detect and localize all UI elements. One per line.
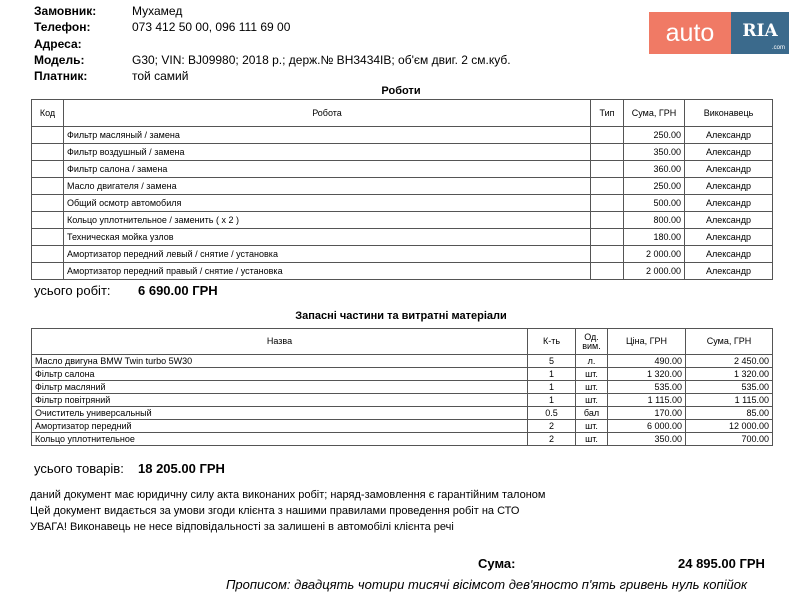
parts-cell-name: Фільтр повітряний [32, 394, 528, 407]
parts-cell-unit: шт. [576, 368, 608, 381]
works-cell-sum: 2 000.00 [624, 246, 685, 263]
col-price: Ціна, ГРН [608, 329, 686, 355]
parts-cell-price: 1 320.00 [608, 368, 686, 381]
works-cell-executor: Александр [685, 246, 773, 263]
phone-value: 073 412 50 00, 096 111 69 00 [132, 20, 291, 34]
logo-com-text: .com [771, 45, 785, 51]
parts-cell-price: 1 115.00 [608, 394, 686, 407]
works-cell-code [32, 195, 64, 212]
parts-cell-name: Кольцо уплотнительное [32, 433, 528, 446]
works-total [34, 283, 218, 299]
parts-cell-unit: шт. [576, 420, 608, 433]
phone-label: Телефон: [34, 20, 91, 34]
parts-cell-name: Фільтр масляний [32, 381, 528, 394]
col-type: Тип [591, 100, 624, 127]
works-cell-sum: 250.00 [624, 178, 685, 195]
parts-cell-name: Амортизатор передний [32, 420, 528, 433]
note-consent: Цей документ видається за умови згоди клієнта з нашими правилами проведення робіт на СТО [30, 505, 520, 517]
parts-cell-qty: 0.5 [528, 407, 576, 420]
works-total-label: усього робіт: [34, 283, 111, 298]
logo-auto-text: auto [649, 12, 731, 54]
parts-title: Запасні частини та витратні матеріали [295, 310, 507, 322]
col-sum: Сума, ГРН [624, 100, 685, 127]
col-executor: Виконавець [685, 100, 773, 127]
works-cell-type [591, 127, 624, 144]
works-cell-type [591, 161, 624, 178]
summary-in-words: Прописом: двадцять чотири тисячі вісімсот дев'яносто п'ять гривень нуль копійок [226, 577, 748, 592]
parts-cell-price: 490.00 [608, 355, 686, 368]
parts-cell-name: Очиститель универсальный [32, 407, 528, 420]
parts-cell-unit: шт. [576, 381, 608, 394]
parts-row [32, 433, 773, 446]
works-cell-code [32, 161, 64, 178]
works-header-row [32, 100, 773, 127]
model-label: Модель: [34, 53, 85, 67]
works-cell-work: Амортизатор передний левый / снятие / установка [64, 246, 591, 263]
parts-total [34, 461, 225, 477]
works-cell-executor: Александр [685, 195, 773, 212]
works-cell-work: Общий осмотр автомобиля [64, 195, 591, 212]
parts-cell-price: 535.00 [608, 381, 686, 394]
parts-table [31, 328, 773, 446]
works-row [32, 229, 773, 246]
works-cell-executor: Александр [685, 263, 773, 280]
parts-cell-unit: шт. [576, 394, 608, 407]
summary-total: 24 895.00 ГРН [678, 556, 765, 571]
note-legal: даний документ має юридичну силу акта виконаних робіт; наряд-замовлення є гарантійним талоном [30, 489, 546, 501]
customer-value: Мухамед [132, 4, 183, 18]
logo-ria-text: RIA [742, 21, 778, 41]
works-row [32, 263, 773, 280]
parts-cell-qty: 1 [528, 381, 576, 394]
works-total-value: 6 690.00 ГРН [138, 283, 218, 298]
parts-cell-qty: 5 [528, 355, 576, 368]
works-row [32, 195, 773, 212]
parts-cell-sum: 2 450.00 [686, 355, 773, 368]
works-cell-sum: 2 000.00 [624, 263, 685, 280]
works-cell-work: Кольцо уплотнительное / заменить ( x 2 ) [64, 212, 591, 229]
works-row [32, 161, 773, 178]
parts-cell-qty: 1 [528, 368, 576, 381]
works-row [32, 127, 773, 144]
payer-value: той самий [132, 69, 189, 83]
works-cell-type [591, 263, 624, 280]
col-code: Код [32, 100, 64, 127]
model-value: G30; VIN: BJ09980; 2018 р.; держ.№ ВН3434IB; об'єм двиг. 2 см.куб. [132, 53, 511, 67]
works-cell-type [591, 246, 624, 263]
works-row [32, 212, 773, 229]
col-qty: К-ть [528, 329, 576, 355]
summary-label: Сума: [478, 556, 516, 571]
parts-cell-price: 350.00 [608, 433, 686, 446]
works-cell-type [591, 195, 624, 212]
parts-cell-sum: 535.00 [686, 381, 773, 394]
parts-total-value: 18 205.00 ГРН [138, 461, 225, 476]
works-cell-sum: 250.00 [624, 127, 685, 144]
works-cell-type [591, 144, 624, 161]
works-cell-type [591, 178, 624, 195]
parts-cell-name: Фільтр салона [32, 368, 528, 381]
works-cell-executor: Александр [685, 161, 773, 178]
works-cell-sum: 800.00 [624, 212, 685, 229]
payer-label: Платник: [34, 69, 88, 83]
parts-cell-unit: бал [576, 407, 608, 420]
parts-cell-qty: 1 [528, 394, 576, 407]
works-cell-sum: 360.00 [624, 161, 685, 178]
col-work: Робота [64, 100, 591, 127]
customer-label: Замовник: [34, 4, 97, 18]
works-cell-code [32, 127, 64, 144]
parts-cell-sum: 1 320.00 [686, 368, 773, 381]
works-cell-sum: 350.00 [624, 144, 685, 161]
parts-header-row [32, 329, 773, 355]
works-cell-executor: Александр [685, 127, 773, 144]
works-cell-code [32, 246, 64, 263]
parts-cell-sum: 1 115.00 [686, 394, 773, 407]
works-cell-work: Фильтр салона / замена [64, 161, 591, 178]
parts-cell-unit: л. [576, 355, 608, 368]
auto-ria-logo [649, 12, 789, 54]
works-cell-executor: Александр [685, 229, 773, 246]
parts-cell-sum: 700.00 [686, 433, 773, 446]
works-row [32, 246, 773, 263]
works-cell-code [32, 144, 64, 161]
parts-cell-unit: шт. [576, 433, 608, 446]
works-cell-work: Фильтр воздушный / замена [64, 144, 591, 161]
works-title: Роботи [381, 85, 421, 97]
works-cell-work: Техническая мойка узлов [64, 229, 591, 246]
works-cell-code [32, 212, 64, 229]
parts-cell-name: Масло двигуна BMW Twin turbo 5W30 [32, 355, 528, 368]
parts-row [32, 394, 773, 407]
parts-total-label: усього товарів: [34, 461, 124, 476]
works-cell-work: Амортизатор передний правый / снятие / установка [64, 263, 591, 280]
works-cell-sum: 500.00 [624, 195, 685, 212]
parts-row [32, 355, 773, 368]
works-cell-type [591, 212, 624, 229]
works-table [31, 99, 773, 280]
works-cell-executor: Александр [685, 144, 773, 161]
works-cell-type [591, 229, 624, 246]
address-label: Адреса: [34, 37, 82, 51]
parts-cell-sum: 85.00 [686, 407, 773, 420]
works-cell-sum: 180.00 [624, 229, 685, 246]
parts-cell-qty: 2 [528, 433, 576, 446]
col-unit: Од. вим. [576, 329, 608, 355]
parts-cell-price: 6 000.00 [608, 420, 686, 433]
works-cell-work: Фильтр масляный / замена [64, 127, 591, 144]
parts-cell-price: 170.00 [608, 407, 686, 420]
logo-ria-badge [731, 12, 789, 54]
works-row [32, 144, 773, 161]
parts-row [32, 407, 773, 420]
col-parts-sum: Сума, ГРН [686, 329, 773, 355]
works-cell-executor: Александр [685, 178, 773, 195]
works-cell-code [32, 178, 64, 195]
works-row [32, 178, 773, 195]
parts-cell-sum: 12 000.00 [686, 420, 773, 433]
works-cell-work: Масло двигателя / замена [64, 178, 591, 195]
parts-row [32, 381, 773, 394]
col-name: Назва [32, 329, 528, 355]
parts-row [32, 420, 773, 433]
works-cell-code [32, 263, 64, 280]
parts-row [32, 368, 773, 381]
note-warning: УВАГА! Виконавець не несе відповідальності за залишені в автомобілі клієнта речі [30, 521, 454, 533]
works-cell-code [32, 229, 64, 246]
parts-cell-qty: 2 [528, 420, 576, 433]
works-cell-executor: Александр [685, 212, 773, 229]
